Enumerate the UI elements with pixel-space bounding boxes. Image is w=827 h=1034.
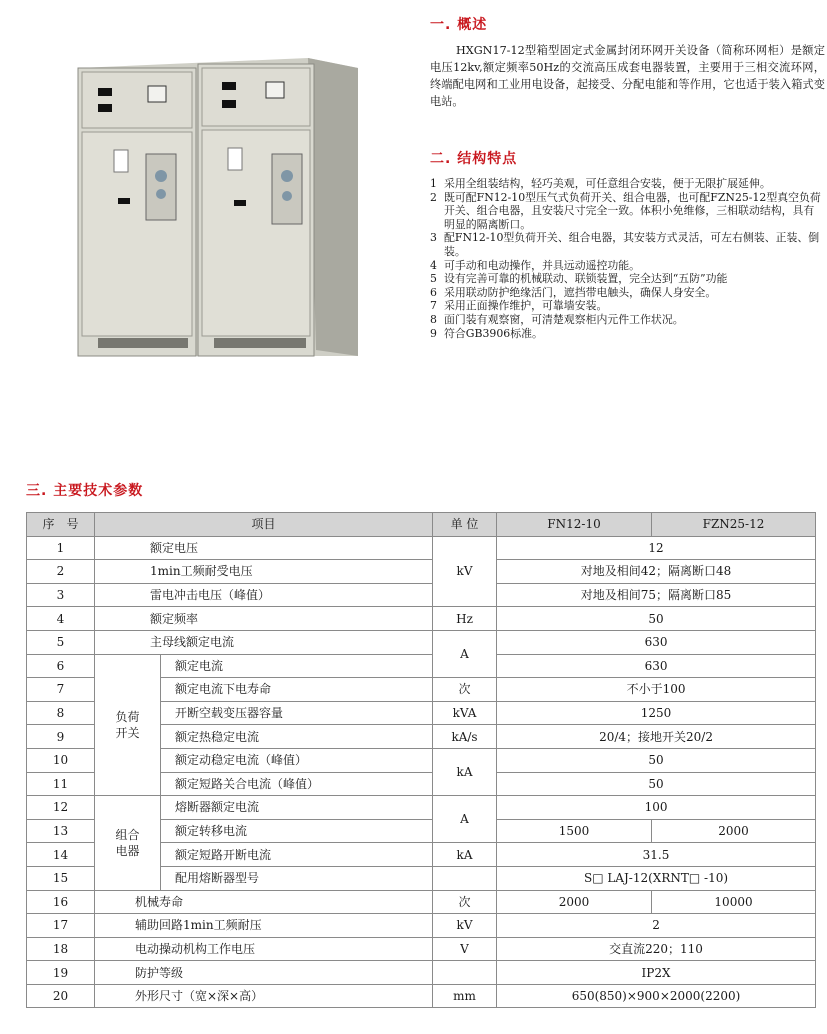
table-row: 2 1min工频耐受电压 对地及相间42；隔离断口48: [27, 560, 816, 584]
table-row: 1 额定电压 kV 12: [27, 536, 816, 560]
group-load-switch: 负荷 开关: [95, 654, 161, 796]
table-row: 10 额定动稳定电流（峰值） kA 50: [27, 748, 816, 772]
table-row: 5 主母线额定电流 A 630: [27, 630, 816, 654]
feature-item: 9 符合GB3906标准。: [430, 326, 543, 340]
product-photo: [58, 58, 368, 360]
switchgear-cabinet-illustration: [58, 58, 368, 360]
features-list: [430, 177, 825, 340]
table-row: 7 额定电流下电寿命 次 不小于100: [27, 678, 816, 702]
overview-text: HXGN17-12型箱型固定式金属封闭环网开关设备（简称环网柜）是额定电压12kv,额定频率50Hz的交流高压成套电器装置，主要用于三相交流环网，终端配电网和工业用电设备，起接受、分配电能和等作用，它也适于装入箱式变电站。: [430, 44, 825, 108]
table-row: 14 额定短路开断电流 kA 31.5: [27, 843, 816, 867]
spec-table: [26, 512, 816, 1008]
header-item: 项目: [95, 513, 433, 537]
feature-item: 5 设有完善可靠的机械联动、联锁装置，完全达到“五防”功能: [430, 272, 728, 286]
table-row: 3 雷电冲击电压（峰值） 对地及相间75；隔离断口85: [27, 583, 816, 607]
table-row: 20 外形尺寸（宽×深×高） mm 650(850)×900×2000(2200): [27, 984, 816, 1008]
header-fzn25: FZN25-12: [652, 513, 816, 537]
table-row: 18 电动操动机构工作电压 V 交直流220；110: [27, 937, 816, 961]
section-specs-title: 三. 主要技术参数: [26, 483, 144, 499]
table-row: 8 开断空载变压器容量 kVA 1250: [27, 701, 816, 725]
feature-item: 2 既可配FN12-10型压气式负荷开关、组合电器，也可配FZN25-12型真空负荷开关、组合电器，且安装尺寸完全一致。体积小免维修，三相联动结构，具有明显的隔离断口。: [430, 190, 821, 231]
table-row: 19 防护等级 IP2X: [27, 961, 816, 985]
table-row: 17 辅助回路1min工频耐压 kV 2: [27, 914, 816, 938]
feature-item: 7 采用正面操作维护，可靠墙安装。: [430, 299, 608, 313]
table-row: 6 负荷 开关 额定电流 630: [27, 654, 816, 678]
header-seq: 序 号: [27, 513, 95, 537]
section-features-title: 二. 结构特点: [430, 151, 518, 167]
table-row: 12 组合 电器 熔断器额定电流 A 100: [27, 796, 816, 820]
overview-paragraph: [430, 42, 825, 120]
feature-item: 4 可手动和电动操作，并具远动遥控功能。: [430, 258, 641, 272]
group-combination-apparatus: 组合 电器: [95, 796, 161, 890]
section-overview-title: 一. 概述: [430, 17, 488, 33]
table-row: 16 机械寿命 次 2000 10000: [27, 890, 816, 914]
table-row: 13 额定转移电流 1500 2000: [27, 819, 816, 843]
table-row: 4 额定频率 Hz 50: [27, 607, 816, 631]
header-fn12: FN12-10: [497, 513, 652, 537]
header-unit: 单 位: [433, 513, 497, 537]
table-header-row: [27, 513, 816, 537]
feature-item: 6 采用联动防护绝缘活门，遮挡带电触头，确保人身安全。: [430, 285, 717, 299]
feature-item: 8 面门装有观察窗，可清楚观察柜内元件工作状况。: [430, 312, 684, 326]
table-row: 11 额定短路关合电流（峰值） 50: [27, 772, 816, 796]
table-row: 9 额定热稳定电流 kA/s 20/4；接地开关20/2: [27, 725, 816, 749]
feature-item: 3 配FN12-10型负荷开关、组合电器，其安装方式灵活，可左右侧装、正装、倒装。: [430, 231, 820, 258]
table-row: 15 配用熔断器型号 S□ LAJ-12(XRNT□ -10): [27, 866, 816, 890]
feature-item: 1 采用全组装结构，轻巧美观，可任意组合安装，便于无限扩展延伸。: [430, 177, 771, 190]
